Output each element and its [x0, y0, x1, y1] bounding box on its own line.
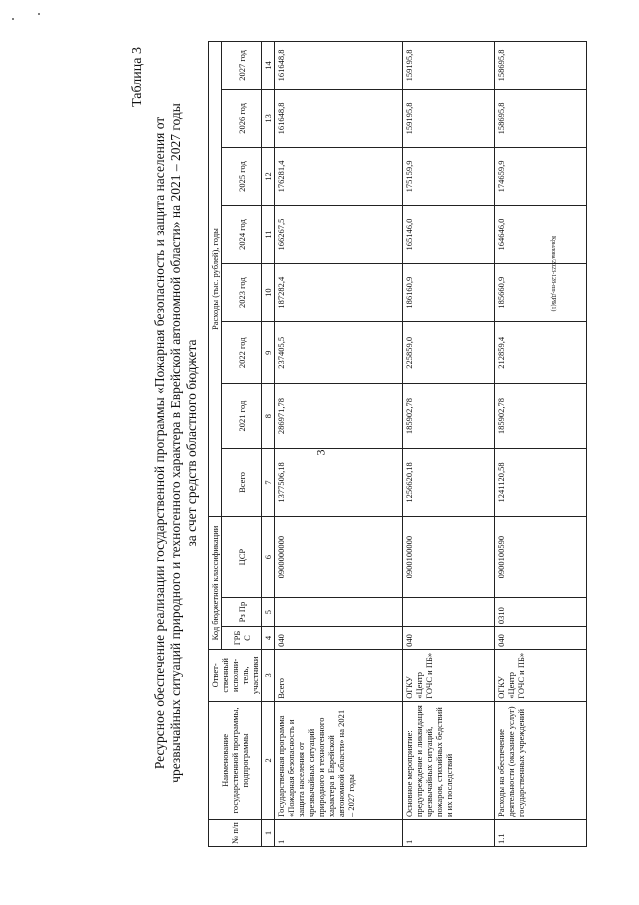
- column-index: 13: [262, 89, 275, 147]
- row-2026: 159195,8: [403, 89, 495, 147]
- scan-speck: [38, 13, 40, 15]
- title-line: Ресурсное обеспечение реализации государственной программы «Пожарная безопасность и защита населения от: [152, 116, 167, 770]
- title-line: за счет средств областного бюджета: [184, 339, 199, 547]
- table-title: [152, 33, 200, 853]
- row-total: 1241120,58: [495, 448, 587, 516]
- row-grbs: 040: [403, 627, 495, 650]
- column-index: 2: [262, 701, 275, 819]
- row-2025: 176281,4: [275, 147, 403, 205]
- row-name: Основное мероприятие: предупреждение и ликвидация чрезвычайных ситуаций, пожаров, стихийных бедствий и их последствий: [403, 701, 495, 819]
- row-rzpr: 0310: [495, 598, 587, 627]
- row-2021: 185902,78: [403, 384, 495, 448]
- row-responsible: Всего: [275, 649, 403, 701]
- header-num: № п/п: [209, 820, 262, 847]
- row-2023: 186160,9: [403, 264, 495, 322]
- header-grbs: ГРБ С: [222, 627, 262, 650]
- header-year: 2024 год: [222, 206, 262, 264]
- header-code-group: Код бюджетной классификации: [209, 517, 222, 650]
- row-2021: 286971,78: [275, 384, 403, 448]
- row-2024: 165146,0: [403, 206, 495, 264]
- row-2024: 166267,5: [275, 206, 403, 264]
- column-index: 5: [262, 598, 275, 627]
- table-row: [275, 42, 403, 847]
- row-2022: 212859,4: [495, 322, 587, 384]
- column-index: 3: [262, 649, 275, 701]
- row-grbs: 040: [275, 627, 403, 650]
- header-responsible: Ответ-ственный исполни-тель, участники: [209, 649, 262, 701]
- row-2025: 174659,9: [495, 147, 587, 205]
- column-index: 4: [262, 627, 275, 650]
- table-row: [495, 42, 587, 847]
- column-index: 9: [262, 322, 275, 384]
- row-grbs: 040: [495, 627, 587, 650]
- header-total: Всего: [222, 448, 262, 516]
- header-row: [209, 42, 222, 847]
- resource-table: [208, 41, 587, 847]
- column-index-row: [262, 42, 275, 847]
- column-index: 10: [262, 264, 275, 322]
- row-2024: 164646,0: [495, 206, 587, 264]
- row-csr: 0900100590: [495, 517, 587, 598]
- row-2023: 185660,9: [495, 264, 587, 322]
- row-num: 1.1: [495, 820, 587, 847]
- header-name: Наименование государственной программы, подпрограммы: [209, 701, 262, 819]
- row-2026: 161648,8: [275, 89, 403, 147]
- column-index: 8: [262, 384, 275, 448]
- row-2025: 175159,9: [403, 147, 495, 205]
- table-row: [403, 42, 495, 847]
- row-responsible: ОГКУ «Центр ГОЧС и ПБ»: [403, 649, 495, 701]
- column-index: 11: [262, 206, 275, 264]
- header-year: 2022 год: [222, 322, 262, 384]
- header-year: 2023 год: [222, 264, 262, 322]
- row-2022: 237405,5: [275, 322, 403, 384]
- column-index: 1: [262, 820, 275, 847]
- header-year: 2027 год: [222, 42, 262, 90]
- row-2022: 225859,0: [403, 322, 495, 384]
- row-name: Расходы на обеспечение деятельности (оказание услуг) государственных учреждений: [495, 701, 587, 819]
- column-index: 12: [262, 147, 275, 205]
- scan-speck: [12, 18, 14, 20]
- header-expenses-group: Расходы (тыс. рублей), годы: [209, 42, 222, 517]
- row-csr: 0900100000: [403, 517, 495, 598]
- row-responsible: ОГКУ «Центр ГОЧС и ПБ»: [495, 649, 587, 701]
- column-index: 14: [262, 42, 275, 90]
- row-2021: 185902,78: [495, 384, 587, 448]
- header-rzpr: Рз Пр: [222, 598, 262, 627]
- row-2027: 158695,8: [495, 42, 587, 90]
- row-rzpr: [403, 598, 495, 627]
- row-2026: 158695,8: [495, 89, 587, 147]
- row-csr: 0900000000: [275, 517, 403, 598]
- page-number: 3: [313, 449, 328, 456]
- row-num: 1: [403, 820, 495, 847]
- row-num: 1: [275, 820, 403, 847]
- header-csr: ЦСР: [222, 517, 262, 598]
- row-2027: 159195,8: [403, 42, 495, 90]
- header-year: 2025 год: [222, 147, 262, 205]
- column-index: 7: [262, 448, 275, 516]
- row-2027: 161648,8: [275, 42, 403, 90]
- header-year: 2026 год: [222, 89, 262, 147]
- rotated-page-content: [130, 33, 600, 853]
- row-rzpr: [275, 598, 403, 627]
- row-2023: 187282,4: [275, 264, 403, 322]
- column-index: 6: [262, 517, 275, 598]
- row-name: Государственная программа «Пожарная безопасность и защита населения от чрезвычайных ситуаций природного и техногенного характера в Еврейской автономной области» на 2021 – 2027 годы: [275, 701, 403, 819]
- header-year: 2021 год: [222, 384, 262, 448]
- footer-code: Крылова/2023-128-пп-ДРБ(1): [550, 236, 556, 312]
- row-total: 1256620,18: [403, 448, 495, 516]
- title-line: чрезвычайных ситуаций природного и техногенного характера в Еврейской автономной области» на 2021 – 2027 годы: [168, 103, 183, 783]
- row-total: 1377506,18: [275, 448, 403, 516]
- table-label: Таблица 3: [130, 47, 145, 107]
